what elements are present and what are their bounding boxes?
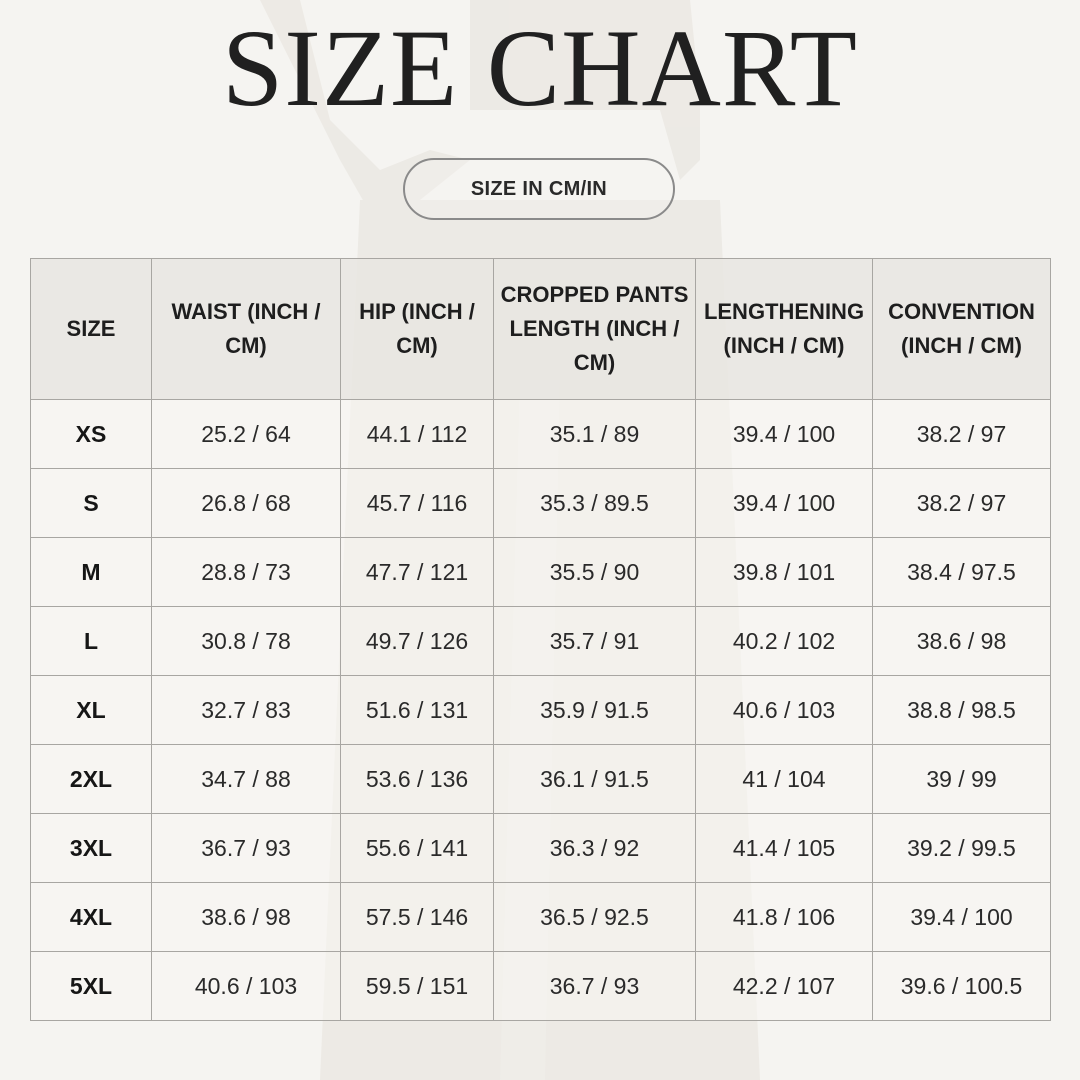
hip-cell: 51.6 / 131 [341,676,494,745]
table-row [31,538,1051,607]
hip-cell: 44.1 / 112 [341,400,494,469]
table-row [31,883,1051,952]
size-cell: M [31,538,152,607]
table-row [31,469,1051,538]
convention-cell: 38.6 / 98 [873,607,1051,676]
lengthening-cell: 39.4 / 100 [696,469,873,538]
header-lengthening: LENGTHENING (INCH / CM) [696,259,873,400]
cropped-length-cell: 36.5 / 92.5 [494,883,696,952]
convention-cell: 39.6 / 100.5 [873,952,1051,1021]
lengthening-cell: 39.8 / 101 [696,538,873,607]
size-cell: 2XL [31,745,152,814]
lengthening-cell: 41.8 / 106 [696,883,873,952]
header-hip: HIP (INCH / CM) [341,259,494,400]
convention-cell: 38.8 / 98.5 [873,676,1051,745]
convention-cell: 39 / 99 [873,745,1051,814]
cropped-length-cell: 36.3 / 92 [494,814,696,883]
hip-cell: 49.7 / 126 [341,607,494,676]
hip-cell: 57.5 / 146 [341,883,494,952]
table-row [31,400,1051,469]
page-title: SIZE CHART [222,7,858,129]
hip-cell: 53.6 / 136 [341,745,494,814]
cropped-length-cell: 35.5 / 90 [494,538,696,607]
cropped-length-cell: 35.7 / 91 [494,607,696,676]
cropped-length-cell: 36.1 / 91.5 [494,745,696,814]
waist-cell: 25.2 / 64 [152,400,341,469]
table-row [31,952,1051,1021]
table-row [31,676,1051,745]
waist-cell: 26.8 / 68 [152,469,341,538]
header-size: SIZE [31,259,152,400]
hip-cell: 55.6 / 141 [341,814,494,883]
lengthening-cell: 41.4 / 105 [696,814,873,883]
size-cell: 5XL [31,952,152,1021]
cropped-length-cell: 36.7 / 93 [494,952,696,1021]
lengthening-cell: 39.4 / 100 [696,400,873,469]
table-row [31,814,1051,883]
convention-cell: 38.4 / 97.5 [873,538,1051,607]
size-cell: S [31,469,152,538]
convention-cell: 39.2 / 99.5 [873,814,1051,883]
waist-cell: 34.7 / 88 [152,745,341,814]
size-cell: L [31,607,152,676]
size-chart-table [30,258,1051,1021]
header-cropped-pants-length: CROPPED PANTS LENGTH (INCH / CM) [494,259,696,400]
table-row [31,745,1051,814]
cropped-length-cell: 35.3 / 89.5 [494,469,696,538]
header-waist: WAIST (INCH / CM) [152,259,341,400]
table-row [31,607,1051,676]
lengthening-cell: 40.2 / 102 [696,607,873,676]
cropped-length-cell: 35.9 / 91.5 [494,676,696,745]
convention-cell: 39.4 / 100 [873,883,1051,952]
table-header-row [31,259,1051,400]
waist-cell: 40.6 / 103 [152,952,341,1021]
waist-cell: 38.6 / 98 [152,883,341,952]
lengthening-cell: 40.6 / 103 [696,676,873,745]
waist-cell: 28.8 / 73 [152,538,341,607]
size-cell: XS [31,400,152,469]
cropped-length-cell: 35.1 / 89 [494,400,696,469]
hip-cell: 59.5 / 151 [341,952,494,1021]
unit-badge: SIZE IN CM/IN [403,158,675,220]
lengthening-cell: 42.2 / 107 [696,952,873,1021]
convention-cell: 38.2 / 97 [873,400,1051,469]
waist-cell: 36.7 / 93 [152,814,341,883]
size-cell: XL [31,676,152,745]
waist-cell: 32.7 / 83 [152,676,341,745]
header-convention: CONVENTION (INCH / CM) [873,259,1051,400]
size-cell: 4XL [31,883,152,952]
lengthening-cell: 41 / 104 [696,745,873,814]
waist-cell: 30.8 / 78 [152,607,341,676]
size-cell: 3XL [31,814,152,883]
hip-cell: 45.7 / 116 [341,469,494,538]
convention-cell: 38.2 / 97 [873,469,1051,538]
hip-cell: 47.7 / 121 [341,538,494,607]
